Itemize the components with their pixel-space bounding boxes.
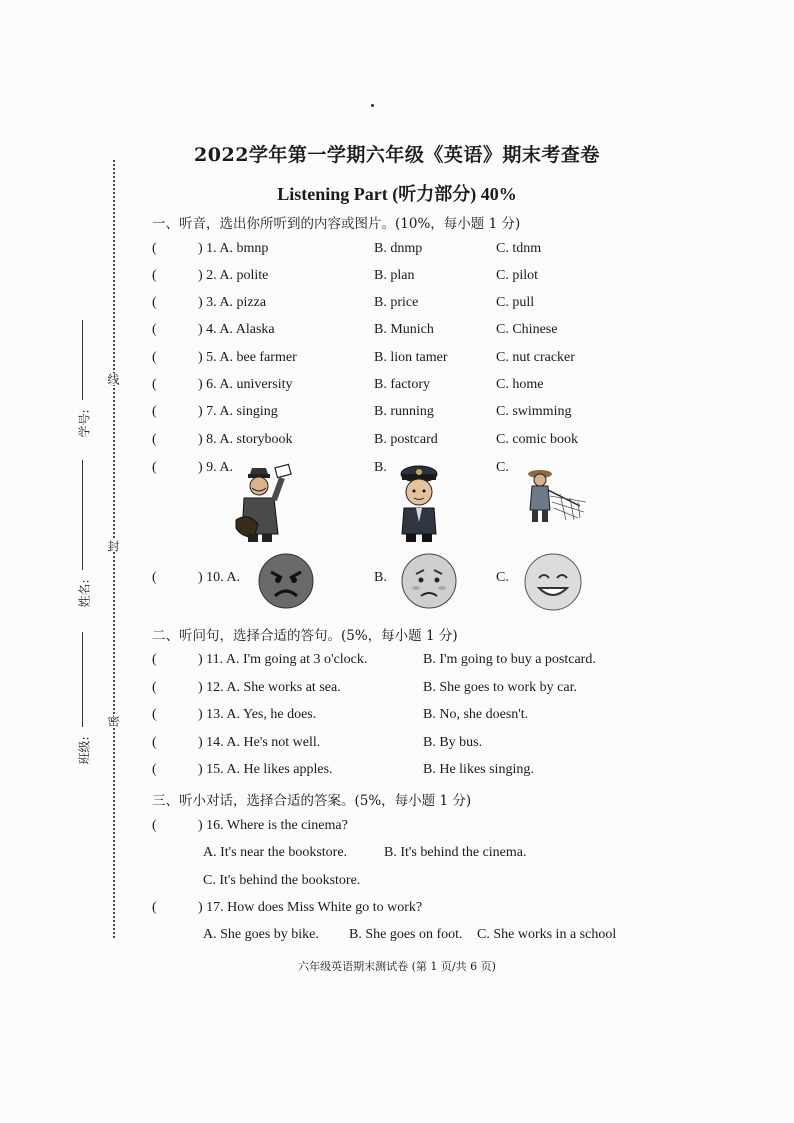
option-a: ) 10. A. [198, 570, 240, 585]
option-b: B. No, she doesn't. [423, 707, 529, 722]
answer-blank[interactable]: ( [152, 707, 157, 722]
option-c: C. swimming [496, 404, 572, 419]
happy-face-icon[interactable] [523, 552, 583, 612]
option-b: B. [374, 460, 387, 475]
option-c: C. She works in a school [477, 927, 617, 942]
question-row-3 [152, 295, 672, 317]
question-row-2 [152, 268, 672, 290]
section-1-heading: 一、听音，选出你所听到的内容或图片。(10%，每小题 1 分) [152, 216, 521, 232]
option-b: B. factory [374, 377, 430, 392]
answer-blank[interactable]: ( [152, 241, 157, 256]
answer-blank[interactable]: ( [152, 268, 157, 283]
option-c: C. tdnm [496, 241, 542, 256]
answer-blank[interactable]: ( [152, 295, 157, 310]
option-a: ) 15. A. He likes apples. [198, 762, 333, 777]
answer-blank[interactable]: ( [152, 652, 157, 667]
option-b: B. She goes to work by car. [423, 680, 577, 695]
class-label: 班级: [77, 736, 92, 765]
option-c: C. It's behind the bookstore. [203, 873, 361, 888]
section-3-heading: 三、听小对话，选择合适的答案。(5%，每小题 1 分) [152, 793, 472, 809]
question-row-15 [152, 762, 672, 784]
option-a: ) 12. A. She works at sea. [198, 680, 341, 695]
option-c: C. [496, 460, 509, 475]
option-a: ) 7. A. singing [198, 404, 278, 419]
section-2-heading: 二、听问句，选择合适的答句。(5%，每小题 1 分) [152, 628, 458, 644]
question-row-8 [152, 432, 672, 454]
option-a: ) 5. A. bee farmer [198, 350, 297, 365]
option-a: ) 9. A. [198, 460, 233, 475]
question-row-12 [152, 680, 672, 702]
sad-face-icon[interactable] [400, 552, 458, 610]
option-a: ) 3. A. pizza [198, 295, 267, 310]
option-a: ) 8. A. storybook [198, 432, 293, 447]
class-line[interactable] [82, 632, 83, 727]
answer-blank[interactable]: ( [152, 432, 157, 447]
answer-blank[interactable]: ( [152, 762, 157, 777]
option-b: B. dnmp [374, 241, 423, 256]
answer-blank[interactable]: ( [152, 460, 157, 475]
scan-dot [371, 104, 374, 107]
question-row-4 [152, 322, 672, 344]
question-row-17 [152, 900, 672, 922]
question-row-14 [152, 735, 672, 757]
option-b: B. It's behind the cinema. [384, 845, 527, 860]
policeman-picture[interactable] [394, 462, 444, 544]
option-c: C. nut cracker [496, 350, 575, 365]
question-row-1 [152, 241, 672, 263]
option-a: ) 6. A. university [198, 377, 293, 392]
answer-blank[interactable]: ( [152, 735, 157, 750]
angry-face-icon[interactable] [257, 552, 315, 610]
option-a: ) 14. A. He's not well. [198, 735, 321, 750]
page-footer: 六年级英语期末测试卷 (第 1 页/共 6 页) [298, 960, 496, 973]
option-a: A. She goes by bike. [203, 927, 319, 942]
question-row-11 [152, 652, 672, 674]
postman-picture[interactable] [232, 462, 292, 544]
question-row-6 [152, 377, 672, 399]
answer-blank[interactable]: ( [152, 900, 157, 915]
option-a: ) 13. A. Yes, he does. [198, 707, 317, 722]
option-c: C. home [496, 377, 544, 392]
option-a: ) 11. A. I'm going at 3 o'clock. [198, 652, 368, 667]
question-row-16 [152, 818, 672, 840]
answer-blank[interactable]: ( [152, 570, 157, 585]
question-row-5 [152, 350, 672, 372]
option-a: ) 4. A. Alaska [198, 322, 275, 337]
option-b: B. By bus. [423, 735, 483, 750]
option-b: B. [374, 570, 387, 585]
option-b: B. postcard [374, 432, 438, 447]
option-b: B. running [374, 404, 434, 419]
answer-blank[interactable]: ( [152, 350, 157, 365]
option-b: B. She goes on foot. [349, 927, 463, 942]
option-b: B. price [374, 295, 419, 310]
question-row-7 [152, 404, 672, 426]
option-c: C. pull [496, 295, 535, 310]
answer-blank[interactable]: ( [152, 680, 157, 695]
question-text: ) 17. How does Miss White go to work? [198, 900, 423, 915]
answer-blank[interactable]: ( [152, 404, 157, 419]
student-id-label: 学号: [77, 409, 92, 438]
name-label: 姓名: [77, 579, 92, 608]
option-b: B. lion tamer [374, 350, 448, 365]
option-a: ) 1. A. bmnp [198, 241, 269, 256]
option-c: C. Chinese [496, 322, 558, 337]
option-c: C. [496, 570, 509, 585]
question-text: ) 16. Where is the cinema? [198, 818, 348, 833]
page-subtitle: Listening Part (听力部分) 40% [277, 184, 517, 204]
binding-mark-secret: 密 [106, 715, 120, 727]
binding-mark-seal: 封 [106, 540, 120, 552]
option-a: A. It's near the bookstore. [203, 845, 348, 860]
student-id-line[interactable] [82, 320, 83, 400]
option-b: B. Munich [374, 322, 434, 337]
answer-blank[interactable]: ( [152, 818, 157, 833]
option-b: B. plan [374, 268, 415, 283]
option-a: ) 2. A. polite [198, 268, 269, 283]
option-b: B. He likes singing. [423, 762, 534, 777]
option-c: C. pilot [496, 268, 539, 283]
answer-blank[interactable]: ( [152, 377, 157, 392]
answer-blank[interactable]: ( [152, 322, 157, 337]
question-row-13 [152, 707, 672, 729]
binding-mark-line: 线 [106, 373, 120, 385]
name-line[interactable] [82, 460, 83, 570]
option-b: B. I'm going to buy a postcard. [423, 652, 596, 667]
option-c: C. comic book [496, 432, 579, 447]
fisherman-picture[interactable] [520, 466, 592, 524]
page-title: 2022学年第一学期六年级《英语》期末考查卷 [194, 144, 600, 166]
